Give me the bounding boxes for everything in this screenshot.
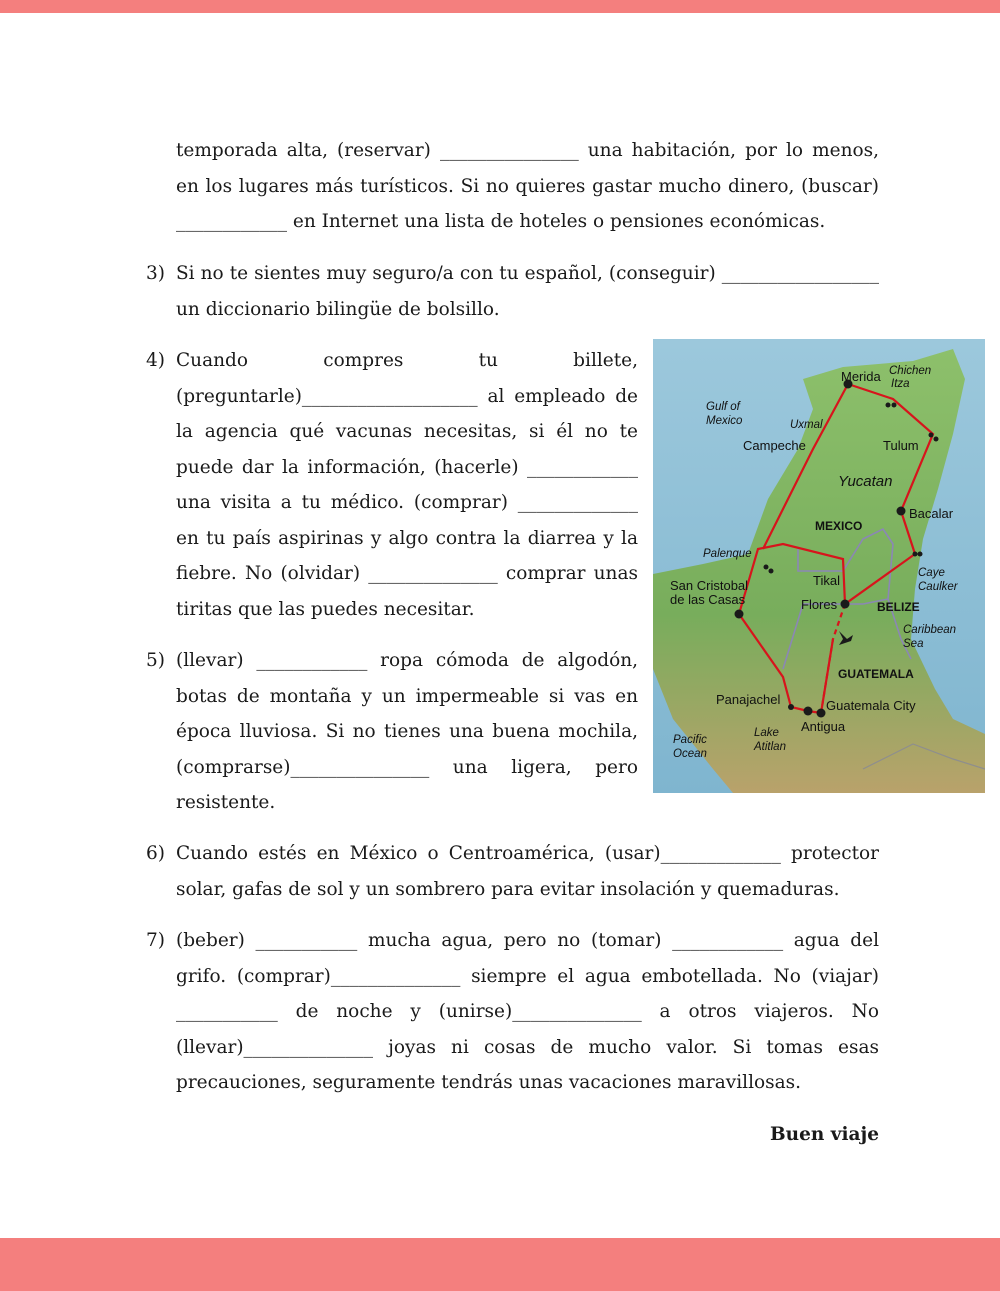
item-text-6: Cuando estés en México o Centroamérica, (usar)_____________ protector solar, gafas de sol y un sombrero para evitar insolación y quemaduras. (176, 843, 879, 900)
map-label-flores: Flores (801, 597, 838, 612)
map-label-gulf1: Gulf of (706, 401, 740, 413)
top-band (0, 0, 1000, 13)
map-label-sancristobal: San Cristobal (670, 578, 749, 593)
map-label-atitlan: Atitlan (754, 741, 786, 753)
map-label-tikal: Tikal (813, 573, 840, 588)
map-label-merida: Merida (841, 369, 881, 384)
map-label-caribbean: Caribbean (903, 624, 957, 636)
item-text-7: (beber) ___________ mucha agua, pero no (tomar) ____________ agua del grifo. (comprar)______________ siempre el agua embotellada. No (viajar) ___________ de noche y (unirse)______________ a otros viajeros. No (llevar)______________ joyas ni cosas de mucho valor. Si tomas esas precauciones, seguramente tendrás unas vacaciones maravillosas. (176, 930, 879, 1093)
bottom-band (0, 1238, 1000, 1291)
map-label-mexico: MEXICO (815, 519, 863, 533)
map-label-caye: Caye (918, 567, 945, 579)
paragraph-intro: temporada alta, (reservar) _______________ una habitación, por lo menos, en los lugares más turísticos. Si no quieres gastar mucho dinero, (buscar) ____________ en Internet una lista de hoteles o pensiones económicas. (176, 140, 879, 232)
item-number-5: 5) (146, 650, 165, 671)
map-label-yucatan: Yucatan (838, 473, 893, 490)
map-label-guatemala: GUATEMALA (838, 667, 914, 681)
map-label-bacalar: Bacalar (909, 506, 954, 521)
item-text-3: Si no te sientes muy seguro/a con tu español, (conseguir) _________________ un diccionario bilingüe de bolsillo. (176, 263, 879, 320)
map-label-pacific: Pacific (673, 734, 707, 746)
map-label-delascasas: de las Casas (670, 592, 746, 607)
item-text-5: (llevar) ____________ ropa cómoda de algodón, botas de montaña y un impermeable si vas en época lluviosa. Si no tienes una buena mochila, (comprarse)_______________ una ligera, pero resistente. (176, 650, 638, 813)
map-label-belize: BELIZE (877, 600, 920, 614)
map-label-guatemalacity: Guatemala City (826, 698, 916, 713)
map-label-palenque: Palenque (703, 548, 752, 560)
route-map (653, 339, 985, 793)
map-label-uxmal: Uxmal (790, 419, 823, 431)
map-label-antigua: Antigua (801, 719, 846, 734)
map-label-sea: Sea (903, 638, 924, 650)
map-label-tulum: Tulum (883, 438, 919, 453)
item-number-3: 3) (146, 263, 165, 284)
item-number-7: 7) (146, 930, 165, 951)
map-label-gulf2: Mexico (706, 415, 743, 427)
map-label-panajachel: Panajachel (716, 692, 781, 707)
item-text-4: Cuando compres tu billete, (preguntarle)___________________ al empleado de la agencia qué vacunas necesitas, si él no te puede dar la información, (hacerle) ____________ una visita a tu médico. (comprar) _____________ en tu país aspirinas y algo contra la diarrea y la fiebre. No (olvidar) ______________ comprar unas tiritas que las puedes necesitar. (176, 350, 638, 620)
map-label-campeche: Campeche (743, 438, 806, 453)
map-label-ocean: Ocean (673, 748, 707, 760)
map-label-caulker: Caulker (918, 581, 958, 593)
item-number-6: 6) (146, 843, 165, 864)
map-label-itza: Itza (891, 378, 910, 390)
closing-text: Buen viaje (770, 1124, 879, 1145)
item-number-4: 4) (146, 350, 165, 371)
map-label-chichen: Chichen (889, 365, 932, 377)
map-label-lake: Lake (754, 727, 779, 739)
